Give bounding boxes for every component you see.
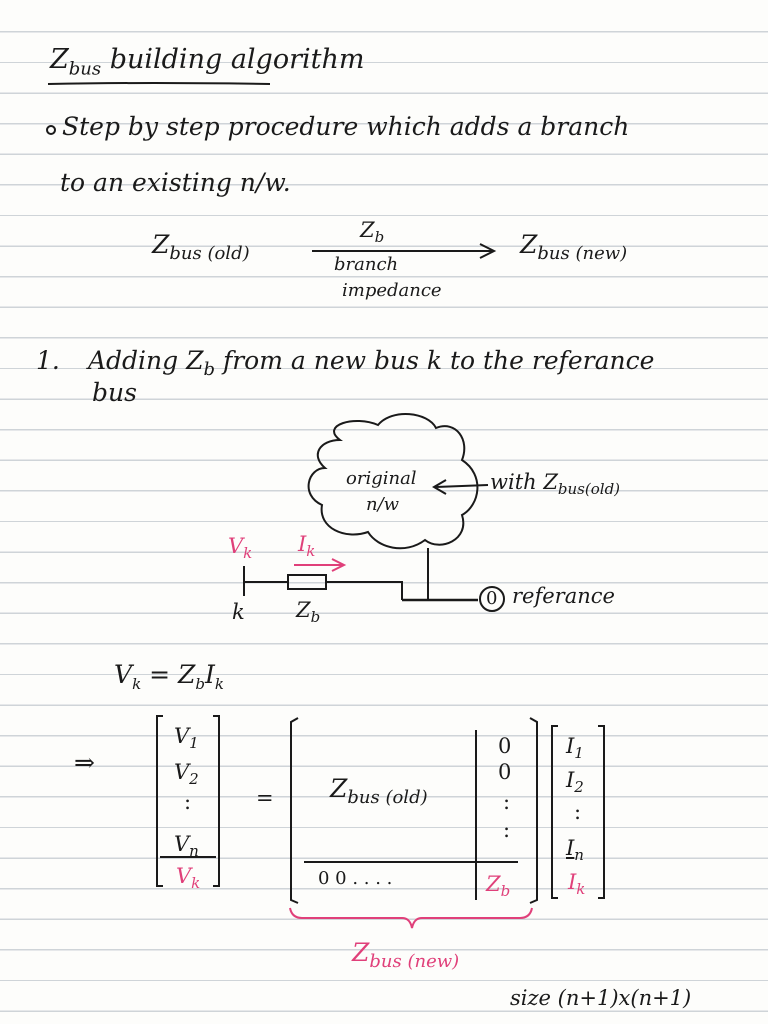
v-entry-1 (174, 724, 199, 752)
title-sub: bus (68, 58, 102, 80)
z-bracket-right (530, 718, 537, 903)
i1-base: I (566, 734, 575, 758)
v-entry-2 (174, 760, 199, 788)
vk-base: V (228, 534, 244, 558)
zbus-old-block-z: Z (330, 774, 348, 803)
vk-sub: k (243, 544, 253, 563)
vk-entry-sub: k (191, 874, 201, 893)
ik-label (298, 532, 315, 560)
zb-edge-z: Z (360, 218, 375, 242)
znew-underbrace (290, 908, 532, 928)
with-sub: bus(old) (557, 480, 621, 499)
col-dots-2: : (503, 818, 511, 842)
eq-z-sub: b (195, 675, 205, 693)
case-1-rest: from a new bus k to the referance (215, 346, 655, 375)
implies-arrow: ⇒ (74, 748, 95, 777)
zb-edge-sub: b (374, 228, 385, 247)
case-1-number: 1. (36, 346, 60, 375)
vk-label (228, 534, 252, 562)
resistor-zb (288, 575, 326, 589)
with-zbus-old-label (490, 470, 620, 498)
zbus-old-label (152, 230, 250, 264)
in-base: I (566, 836, 575, 860)
i-entry-1 (566, 734, 584, 762)
resistor-zb-sub: b (310, 608, 321, 627)
branch-label: branch (334, 254, 399, 275)
zbus-new-brace-z: Z (352, 938, 370, 967)
v2-sub: 2 (189, 770, 199, 789)
eq-v-sub: k (132, 675, 142, 693)
zbus-new-sub: bus (new) (537, 243, 628, 264)
v2-base: V (174, 760, 190, 784)
case-1-line-2: bus (92, 378, 137, 407)
col-dots-1: : (503, 790, 511, 814)
i-entry-n (566, 836, 584, 864)
i1-sub: 1 (574, 744, 584, 763)
eq-i-sub: k (214, 675, 224, 693)
case-1-line-1 (88, 346, 654, 380)
case-1-sub: b (203, 359, 216, 380)
resistor-zb-label (296, 598, 320, 626)
eq-eq: = Z (141, 660, 196, 689)
ik-sub: k (306, 542, 316, 561)
i-dots: : (574, 800, 582, 824)
current-arrow (294, 559, 344, 571)
row-zeros: 0 0 . . . . (318, 868, 393, 889)
v-dots: : (184, 790, 192, 814)
zbus-old-sub: bus (old) (169, 243, 250, 264)
ik-entry-base: I (568, 870, 577, 894)
zb-corner-sub: b (500, 882, 511, 901)
wire-right (326, 582, 402, 600)
title-underline (48, 83, 270, 84)
col-zero-1: 0 (498, 734, 512, 758)
with-arrow (434, 480, 488, 494)
zbus-old-block (330, 774, 428, 808)
i2-base: I (566, 768, 575, 792)
eq-v: V (114, 660, 133, 689)
col-zero-2: 0 (498, 760, 512, 784)
with-z: with Z (490, 470, 558, 494)
i-entry-k (568, 870, 585, 898)
resistor-zb-z: Z (296, 598, 311, 622)
in-sub: n (574, 846, 584, 865)
v-entry-k (176, 864, 200, 892)
bullet-line-1: Step by step procedure which adds a branch (62, 112, 630, 141)
matrix-equals: = (256, 786, 274, 810)
reference-node-label: 0 (486, 588, 498, 609)
v1-base: V (174, 724, 190, 748)
page-title (50, 44, 364, 79)
eq-i: I (204, 660, 215, 689)
i-entry-2 (566, 768, 584, 796)
ik-base: I (298, 532, 307, 556)
vk-equation (114, 660, 224, 693)
vk-entry-base: V (176, 864, 192, 888)
i2-sub: 2 (574, 778, 584, 797)
impedance-label: impedance (342, 280, 442, 301)
title-rest: building algorithm (101, 44, 365, 75)
v-bracket-right (213, 716, 219, 886)
zbus-new-z: Z (520, 230, 538, 259)
v-entry-n (174, 832, 199, 860)
case-1-adding: Adding Z (88, 346, 204, 375)
network-label-1: original (346, 468, 417, 489)
bullet-dot (47, 126, 55, 134)
zbus-new-brace-label (352, 938, 459, 972)
zb-corner-z: Z (486, 872, 501, 896)
ik-entry-sub: k (576, 880, 586, 899)
node-k-label: k (232, 600, 245, 624)
zbus-new-label (520, 230, 627, 264)
size-note: size (n+1)x(n+1) (510, 986, 692, 1010)
zbus-new-brace-sub: bus (new) (369, 951, 460, 972)
bullet-line-2: to an existing n/w. (60, 168, 291, 197)
v-bracket-left (157, 716, 163, 886)
zb-corner (486, 872, 510, 900)
i-bracket-left (552, 726, 558, 898)
vn-base: V (174, 832, 190, 856)
zbus-old-z: Z (152, 230, 170, 259)
i-bracket-right (598, 726, 604, 898)
vn-sub: n (189, 842, 199, 861)
zb-edge-label (360, 218, 384, 246)
v1-sub: 1 (189, 734, 199, 753)
reference-label: referance (512, 584, 615, 608)
zbus-old-block-sub: bus (old) (347, 787, 428, 808)
network-label-2: n/w (366, 494, 400, 515)
z-bracket-left (291, 718, 298, 903)
title-z: Z (50, 44, 69, 75)
